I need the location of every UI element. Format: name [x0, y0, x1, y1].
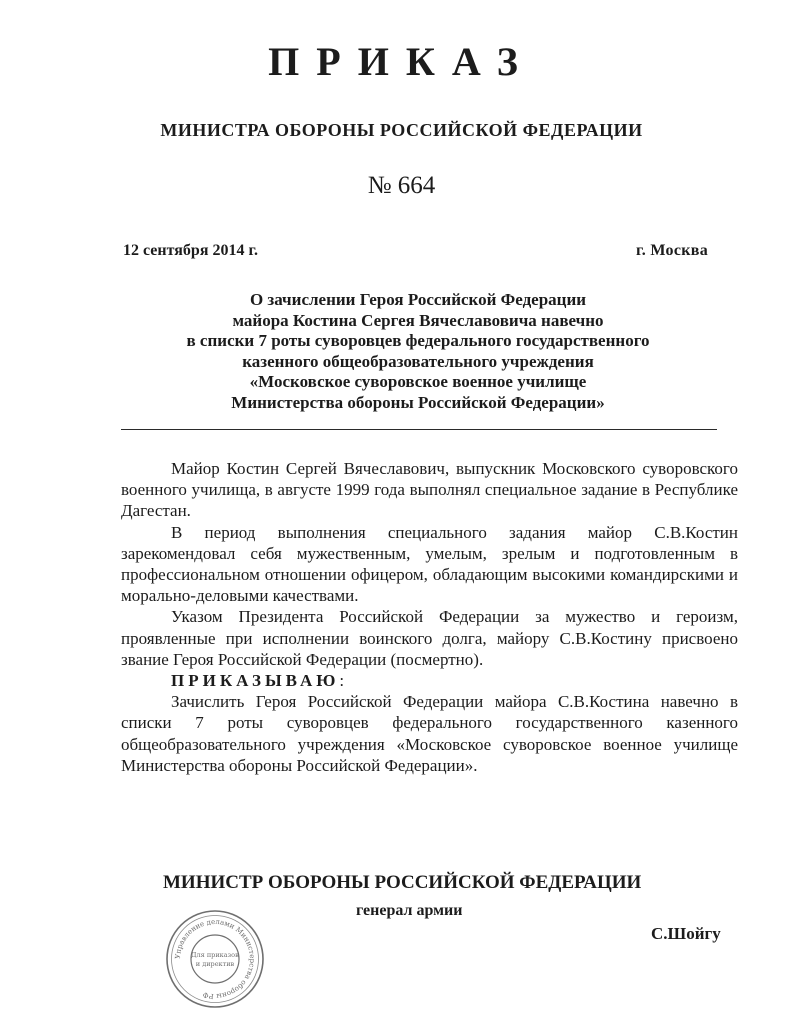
subject-line: майора Костина Сергея Вячеславовича навечно — [232, 310, 604, 330]
body-paragraph: Майор Костин Сергей Вячеславович, выпускник Московского суворовского военного училища, в августе 1999 года выполнял специальное задание в Республике Дагестан. — [121, 459, 738, 521]
body-paragraph: В период выполнения специального задания майор С.В.Костин зарекомендовал себя мужественным, умелым, зрелым и подготовленным в профессиональном отношении офицером, обладающим высокими командирскими и морально-деловыми качествами. — [121, 522, 738, 606]
order-heading — [121, 670, 738, 691]
signer-name: С.Шойгу — [651, 924, 721, 943]
subject-line: «Московское суворовское военное училище — [249, 372, 587, 391]
order-text: Зачислить Героя Российской Федерации майора С.В.Костина навечно в списки 7 роты суворовцев федерального государственного казенного общеобразовательного учреждения «Московское суворовское военное училище Министерства обороны Российской Федерации». — [121, 692, 738, 775]
subject-line: Министерства обороны Российской Федерации» — [231, 392, 605, 412]
subject-heading — [100, 290, 736, 413]
document-city: г. Москва — [636, 242, 709, 259]
subject-line: в списки 7 роты суворовцев федерального государственного — [186, 331, 650, 350]
stamp-center-line: Для приказов — [191, 951, 239, 959]
document-number: № 664 — [367, 172, 436, 199]
order-word: ПРИКАЗЫВАЮ — [171, 671, 340, 691]
stamp-ring-text: Управление делами Министерства обороны РФ — [173, 917, 257, 1001]
subject-line: казенного общеобразовательного учреждения — [242, 351, 594, 371]
document-date: 12 сентября 2014 г. — [123, 242, 258, 259]
document-title: ПРИКАЗ — [268, 39, 535, 84]
body-text — [121, 458, 738, 776]
divider-line — [121, 429, 717, 430]
signer-title: МИНИСТР ОБОРОНЫ РОССИЙСКОЙ ФЕДЕРАЦИИ — [163, 872, 642, 893]
subject-line: О зачислении Героя Российской Федерации — [249, 290, 587, 309]
body-paragraph: Указом Президента Российской Федерации за мужество и героизм, проявленные при исполнении воинского долга, майору С.В.Костину присвоено звание Героя Российской Федерации (посмертно). — [121, 607, 738, 669]
document-subtitle: МИНИСТРА ОБОРОНЫ РОССИЙСКОЙ ФЕДЕРАЦИИ — [160, 120, 643, 140]
order-colon: : — [339, 671, 345, 691]
stamp-center-line: и директив — [195, 960, 235, 968]
signer-rank: генерал армии — [356, 902, 463, 919]
official-stamp — [164, 908, 266, 1010]
